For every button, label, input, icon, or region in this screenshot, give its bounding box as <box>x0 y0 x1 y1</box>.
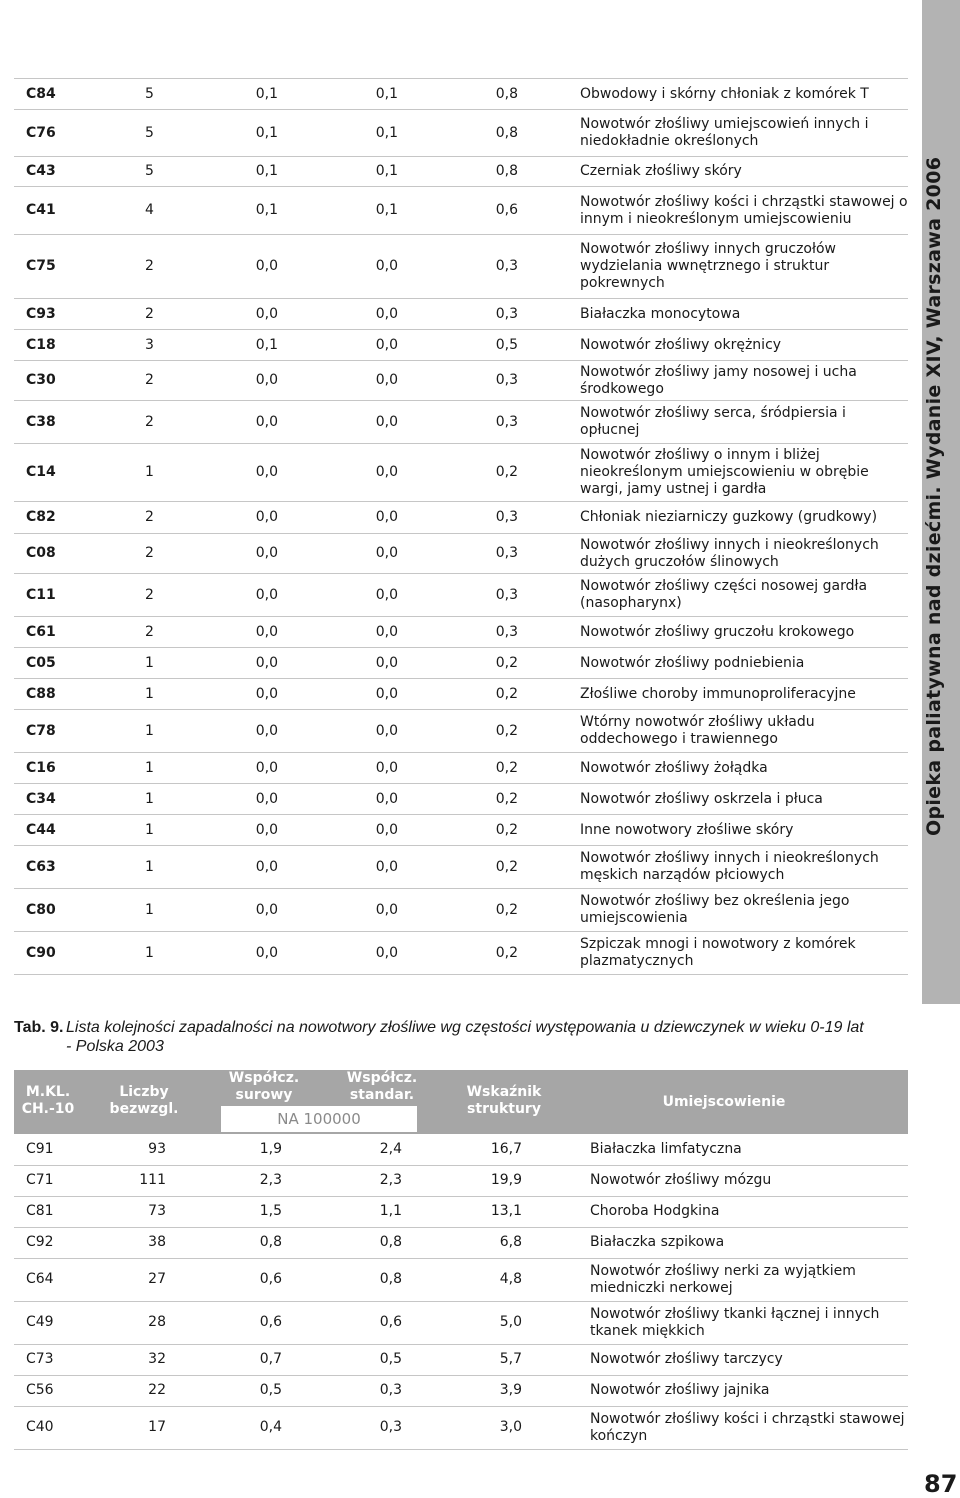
cell-raw-rate: 0,0 <box>167 235 284 299</box>
table-row <box>14 330 908 361</box>
table-row <box>14 235 908 299</box>
cell-site: Wtórny nowotwór złośliwy układu oddechowego i trawiennego <box>524 710 908 753</box>
cell-count: 1 <box>119 889 167 932</box>
cell-structure-index: 0,3 <box>404 574 524 617</box>
cell-code: C91 <box>14 1134 94 1165</box>
cell-code: C76 <box>14 110 119 157</box>
cell-std-rate: 0,1 <box>284 79 404 110</box>
cell-structure-index: 5,0 <box>408 1301 528 1344</box>
cell-raw-rate: 0,0 <box>167 361 284 401</box>
cell-site: Nowotwór złośliwy kości i chrząstki stawowej o innym i nieokreślonym umiejscowieniu <box>524 187 908 235</box>
cell-code: C40 <box>14 1406 94 1449</box>
cell-count: 73 <box>94 1196 172 1227</box>
table-row <box>14 1406 908 1449</box>
cell-site: Nowotwór złośliwy innych gruczołów wydzielania wwnętrznego i struktur pokrewnych <box>524 235 908 299</box>
cell-count: 27 <box>94 1258 172 1301</box>
table-row <box>14 110 908 157</box>
cell-std-rate: 0,8 <box>288 1258 408 1301</box>
cell-site: Białaczka szpikowa <box>528 1227 908 1258</box>
cell-site: Białaczka monocytowa <box>524 299 908 330</box>
cell-std-rate: 1,1 <box>288 1196 408 1227</box>
cell-raw-rate: 0,0 <box>167 444 284 502</box>
cell-raw-rate: 0,1 <box>167 157 284 187</box>
cell-code: C14 <box>14 444 119 502</box>
cell-raw-rate: 0,0 <box>167 815 284 846</box>
cell-site: Złośliwe choroby immunoproliferacyjne <box>524 679 908 710</box>
cell-std-rate: 0,0 <box>284 784 404 815</box>
cell-std-rate: 0,1 <box>284 110 404 157</box>
table-row <box>14 679 908 710</box>
cell-raw-rate: 2,3 <box>172 1165 288 1196</box>
cell-std-rate: 0,3 <box>288 1375 408 1406</box>
table-row <box>14 157 908 187</box>
cell-std-rate: 0,0 <box>284 330 404 361</box>
cell-code: C78 <box>14 710 119 753</box>
cell-std-rate: 0,0 <box>284 753 404 784</box>
cell-structure-index: 0,3 <box>404 361 524 401</box>
cell-count: 1 <box>119 648 167 679</box>
header-code: M.KL. CH.-10 <box>21 1084 75 1117</box>
cell-count: 28 <box>94 1301 172 1344</box>
header-site: Umiejscowienie <box>662 1094 786 1110</box>
table-row <box>14 815 908 846</box>
cell-std-rate: 0,0 <box>284 710 404 753</box>
cell-raw-rate: 0,1 <box>167 187 284 235</box>
cell-raw-rate: 0,6 <box>172 1258 288 1301</box>
cell-std-rate: 0,0 <box>284 932 404 975</box>
table-row <box>14 710 908 753</box>
running-header: Opieka paliatywna nad dziećmi. Wydanie XIV, Warszawa 2006 <box>923 156 945 836</box>
cell-site: Nowotwór złośliwy jamy nosowej i ucha środkowego <box>524 361 908 401</box>
table-row <box>14 1344 908 1375</box>
cell-std-rate: 0,1 <box>284 187 404 235</box>
incidence-table-girls <box>14 1134 908 1450</box>
cell-structure-index: 19,9 <box>408 1165 528 1196</box>
table-row <box>14 299 908 330</box>
table-row <box>14 1134 908 1165</box>
cell-structure-index: 0,2 <box>404 784 524 815</box>
cell-count: 1 <box>119 932 167 975</box>
cell-site: Inne nowotwory złośliwe skóry <box>524 815 908 846</box>
cell-structure-index: 0,2 <box>404 846 524 889</box>
cell-structure-index: 13,1 <box>408 1196 528 1227</box>
cell-site: Białaczka limfatyczna <box>528 1134 908 1165</box>
cell-structure-index: 0,8 <box>404 79 524 110</box>
table-row <box>14 79 908 110</box>
cell-raw-rate: 0,1 <box>167 330 284 361</box>
table-row <box>14 846 908 889</box>
cell-raw-rate: 0,0 <box>167 846 284 889</box>
cell-code: C82 <box>14 502 119 534</box>
cell-code: C49 <box>14 1301 94 1344</box>
cell-structure-index: 0,2 <box>404 648 524 679</box>
cell-raw-rate: 0,0 <box>167 784 284 815</box>
caption-text: Lista kolejności zapadalności na nowotwory złośliwe wg częstości występowania u dziewczynek w wieku 0-19 lat - Polska 2003 <box>66 1019 864 1055</box>
cell-structure-index: 5,7 <box>408 1344 528 1375</box>
cell-site: Nowotwór złośliwy mózgu <box>528 1165 908 1196</box>
cell-site: Nowotwór złośliwy oskrzela i płuca <box>524 784 908 815</box>
cell-structure-index: 0,2 <box>404 710 524 753</box>
cell-count: 4 <box>119 187 167 235</box>
cell-std-rate: 0,0 <box>284 235 404 299</box>
table-row <box>14 784 908 815</box>
cell-structure-index: 4,8 <box>408 1258 528 1301</box>
incidence-table-continued <box>14 78 908 975</box>
table-row <box>14 932 908 975</box>
cell-site: Nowotwór złośliwy podniebienia <box>524 648 908 679</box>
cell-code: C90 <box>14 932 119 975</box>
cell-raw-rate: 0,5 <box>172 1375 288 1406</box>
header-count: Liczby bezwzgl. <box>109 1084 179 1117</box>
cell-code: C88 <box>14 679 119 710</box>
cell-code: C93 <box>14 299 119 330</box>
cell-site: Nowotwór złośliwy nerki za wyjątkiem miedniczki nerkowej <box>528 1258 908 1301</box>
table-header <box>14 1070 908 1134</box>
cell-count: 1 <box>119 784 167 815</box>
cell-count: 1 <box>119 815 167 846</box>
cell-count: 1 <box>119 444 167 502</box>
cell-count: 2 <box>119 401 167 444</box>
table-caption <box>14 1018 894 1056</box>
cell-site: Choroba Hodgkina <box>528 1196 908 1227</box>
cell-structure-index: 0,3 <box>404 401 524 444</box>
cell-site: Nowotwór złośliwy innych i nieokreślonych dużych gruczołów ślinowych <box>524 534 908 574</box>
cell-raw-rate: 0,0 <box>167 932 284 975</box>
cell-raw-rate: 0,0 <box>167 401 284 444</box>
cell-raw-rate: 0,0 <box>167 710 284 753</box>
cell-count: 2 <box>119 502 167 534</box>
cell-std-rate: 0,0 <box>284 815 404 846</box>
table-row <box>14 1165 908 1196</box>
cell-count: 38 <box>94 1227 172 1258</box>
cell-count: 1 <box>119 753 167 784</box>
cell-site: Czerniak złośliwy skóry <box>524 157 908 187</box>
cell-raw-rate: 0,7 <box>172 1344 288 1375</box>
cell-std-rate: 2,3 <box>288 1165 408 1196</box>
cell-structure-index: 0,2 <box>404 932 524 975</box>
cell-structure-index: 0,2 <box>404 753 524 784</box>
cell-site: Nowotwór złośliwy okrężnicy <box>524 330 908 361</box>
header-raw-rate: Współcz. surowy <box>228 1070 300 1103</box>
table-row <box>14 1375 908 1406</box>
cell-code: C18 <box>14 330 119 361</box>
cell-count: 22 <box>94 1375 172 1406</box>
cell-structure-index: 0,3 <box>404 502 524 534</box>
cell-code: C08 <box>14 534 119 574</box>
table-row <box>14 361 908 401</box>
cell-raw-rate: 0,0 <box>167 534 284 574</box>
cell-code: C30 <box>14 361 119 401</box>
cell-std-rate: 0,0 <box>284 846 404 889</box>
cell-count: 5 <box>119 157 167 187</box>
cell-count: 32 <box>94 1344 172 1375</box>
header-structure-index: Wskaźnik struktury <box>466 1084 542 1117</box>
cell-structure-index: 16,7 <box>408 1134 528 1165</box>
cell-structure-index: 0,5 <box>404 330 524 361</box>
cell-raw-rate: 1,5 <box>172 1196 288 1227</box>
cell-std-rate: 0,0 <box>284 502 404 534</box>
cell-std-rate: 0,1 <box>284 157 404 187</box>
cell-structure-index: 0,3 <box>404 235 524 299</box>
cell-std-rate: 0,5 <box>288 1344 408 1375</box>
cell-raw-rate: 0,0 <box>167 574 284 617</box>
cell-site: Nowotwór złośliwy o innym i bliżej nieokreślonym umiejscowieniu w obrębie wargi, jamy ustnej i gardła <box>524 444 908 502</box>
cell-raw-rate: 0,0 <box>167 502 284 534</box>
cell-count: 2 <box>119 534 167 574</box>
cell-std-rate: 2,4 <box>288 1134 408 1165</box>
cell-site: Nowotwór złośliwy innych i nieokreślonych męskich narządów płciowych <box>524 846 908 889</box>
cell-code: C80 <box>14 889 119 932</box>
cell-std-rate: 0,8 <box>288 1227 408 1258</box>
cell-structure-index: 0,8 <box>404 157 524 187</box>
header-per-100000: NA 100000 <box>221 1106 417 1132</box>
cell-code: C75 <box>14 235 119 299</box>
table-row <box>14 889 908 932</box>
cell-site: Nowotwór złośliwy bez określenia jego umiejscowienia <box>524 889 908 932</box>
cell-count: 3 <box>119 330 167 361</box>
cell-structure-index: 3,0 <box>408 1406 528 1449</box>
cell-structure-index: 0,3 <box>404 534 524 574</box>
cell-raw-rate: 0,6 <box>172 1301 288 1344</box>
cell-site: Nowotwór złośliwy umiejscowień innych i niedokładnie określonych <box>524 110 908 157</box>
cell-count: 2 <box>119 299 167 330</box>
cell-count: 1 <box>119 710 167 753</box>
cell-code: C41 <box>14 187 119 235</box>
table-row <box>14 444 908 502</box>
cell-count: 2 <box>119 235 167 299</box>
cell-code: C63 <box>14 846 119 889</box>
cell-std-rate: 0,6 <box>288 1301 408 1344</box>
cell-site: Nowotwór złośliwy części nosowej gardła (nasopharynx) <box>524 574 908 617</box>
cell-std-rate: 0,0 <box>284 574 404 617</box>
table-row <box>14 502 908 534</box>
cell-std-rate: 0,0 <box>284 534 404 574</box>
table-row <box>14 574 908 617</box>
cell-site: Chłoniak nieziarniczy guzkowy (grudkowy) <box>524 502 908 534</box>
cell-code: C11 <box>14 574 119 617</box>
cell-code: C84 <box>14 79 119 110</box>
cell-std-rate: 0,0 <box>284 648 404 679</box>
cell-structure-index: 3,9 <box>408 1375 528 1406</box>
cell-raw-rate: 0,0 <box>167 753 284 784</box>
cell-raw-rate: 0,0 <box>167 648 284 679</box>
cell-code: C81 <box>14 1196 94 1227</box>
cell-code: C34 <box>14 784 119 815</box>
cell-structure-index: 6,8 <box>408 1227 528 1258</box>
cell-site: Nowotwór złośliwy gruczołu krokowego <box>524 617 908 648</box>
header-std-rate: Współcz. standar. <box>346 1070 418 1103</box>
cell-std-rate: 0,0 <box>284 679 404 710</box>
cell-structure-index: 0,2 <box>404 444 524 502</box>
cell-site: Nowotwór złośliwy tkanki łącznej i innych tkanek miękkich <box>528 1301 908 1344</box>
cell-std-rate: 0,3 <box>288 1406 408 1449</box>
cell-count: 2 <box>119 361 167 401</box>
table-row <box>14 534 908 574</box>
cell-std-rate: 0,0 <box>284 617 404 648</box>
cell-site: Nowotwór złośliwy jajnika <box>528 1375 908 1406</box>
cell-code: C43 <box>14 157 119 187</box>
cell-code: C16 <box>14 753 119 784</box>
table-row <box>14 1196 908 1227</box>
cell-code: C05 <box>14 648 119 679</box>
cell-code: C44 <box>14 815 119 846</box>
cell-count: 1 <box>119 679 167 710</box>
cell-raw-rate: 0,8 <box>172 1227 288 1258</box>
table-row <box>14 401 908 444</box>
cell-structure-index: 0,2 <box>404 889 524 932</box>
table-row <box>14 617 908 648</box>
cell-count: 17 <box>94 1406 172 1449</box>
cell-std-rate: 0,0 <box>284 401 404 444</box>
cell-count: 1 <box>119 846 167 889</box>
cell-count: 2 <box>119 574 167 617</box>
cell-code: C38 <box>14 401 119 444</box>
cell-structure-index: 0,3 <box>404 299 524 330</box>
cell-count: 5 <box>119 79 167 110</box>
cell-code: C73 <box>14 1344 94 1375</box>
cell-raw-rate: 0,4 <box>172 1406 288 1449</box>
cell-structure-index: 0,2 <box>404 679 524 710</box>
cell-std-rate: 0,0 <box>284 361 404 401</box>
table-row <box>14 753 908 784</box>
cell-site: Nowotwór złośliwy serca, śródpiersia i opłucnej <box>524 401 908 444</box>
cell-site: Nowotwór złośliwy tarczycy <box>528 1344 908 1375</box>
cell-site: Nowotwór złośliwy kości i chrząstki stawowej kończyn <box>528 1406 908 1449</box>
table-row <box>14 648 908 679</box>
cell-code: C61 <box>14 617 119 648</box>
cell-raw-rate: 0,1 <box>167 110 284 157</box>
page-number: 87 <box>924 1470 958 1498</box>
table-row <box>14 1258 908 1301</box>
cell-site: Szpiczak mnogi i nowotwory z komórek plazmatycznych <box>524 932 908 975</box>
cell-count: 2 <box>119 617 167 648</box>
cell-count: 5 <box>119 110 167 157</box>
cell-raw-rate: 0,0 <box>167 299 284 330</box>
cell-std-rate: 0,0 <box>284 299 404 330</box>
table-row <box>14 1301 908 1344</box>
cell-std-rate: 0,0 <box>284 889 404 932</box>
cell-code: C64 <box>14 1258 94 1301</box>
cell-std-rate: 0,0 <box>284 444 404 502</box>
cell-raw-rate: 0,1 <box>167 79 284 110</box>
cell-raw-rate: 0,0 <box>167 617 284 648</box>
table-row <box>14 187 908 235</box>
cell-raw-rate: 1,9 <box>172 1134 288 1165</box>
cell-site: Nowotwór złośliwy żołądka <box>524 753 908 784</box>
cell-code: C56 <box>14 1375 94 1406</box>
cell-count: 111 <box>94 1165 172 1196</box>
cell-count: 93 <box>94 1134 172 1165</box>
cell-raw-rate: 0,0 <box>167 679 284 710</box>
cell-structure-index: 0,8 <box>404 110 524 157</box>
cell-structure-index: 0,6 <box>404 187 524 235</box>
cell-structure-index: 0,2 <box>404 815 524 846</box>
table-row <box>14 1227 908 1258</box>
cell-site: Obwodowy i skórny chłoniak z komórek T <box>524 79 908 110</box>
cell-code: C71 <box>14 1165 94 1196</box>
cell-code: C92 <box>14 1227 94 1258</box>
cell-raw-rate: 0,0 <box>167 889 284 932</box>
caption-label: Tab. 9. <box>14 1019 64 1036</box>
cell-structure-index: 0,3 <box>404 617 524 648</box>
